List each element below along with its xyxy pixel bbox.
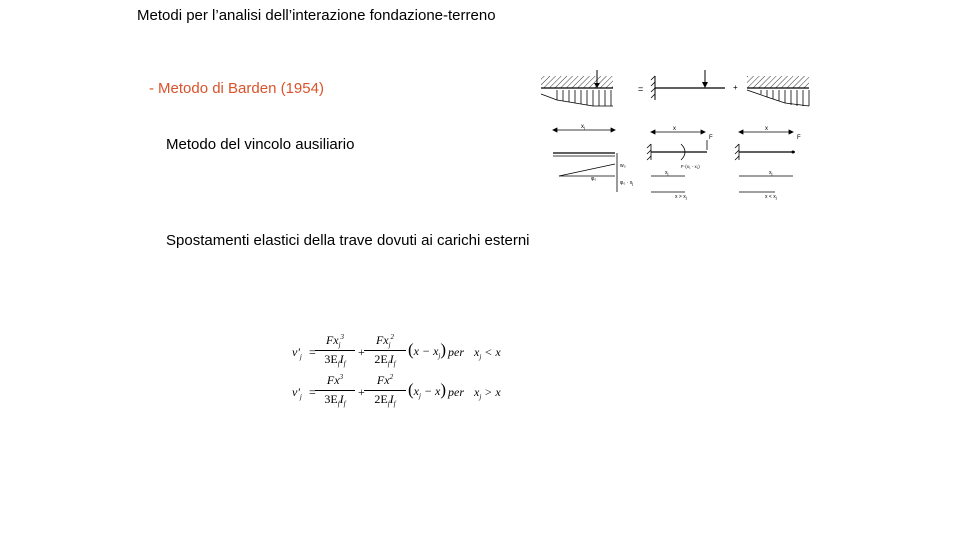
method-heading: [149, 80, 324, 97]
method-label: Metodo di Barden (1954): [158, 80, 324, 97]
label-w0: w₀: [620, 163, 626, 169]
label-f-2: F: [797, 135, 801, 141]
method-dash: -: [149, 80, 154, 97]
formula-paren-term: $(x - x_j)$: [408, 340, 447, 360]
label-x-gt-xj: $x > x_j$: [675, 194, 687, 200]
cantilever-soil-reaction: [747, 76, 809, 106]
formula-lhs: $v'_j$: [292, 345, 302, 361]
formula-per: per: [448, 385, 464, 399]
formula-condition: $x_j < x$: [474, 345, 501, 361]
label-xj-2: $x_j$: [665, 170, 669, 176]
slide-title: Metodi per l’analisi dell’interazione fondazione-terreno: [137, 7, 496, 24]
formula-equals: =: [309, 385, 316, 399]
barden-superposition-diagram: [535, 68, 815, 112]
formula-fraction-1: Fx$^3$ $3E_fI_f$: [315, 373, 355, 408]
cantilever-panel-2: [735, 130, 795, 192]
cantilever-point-load: [651, 70, 725, 100]
auxiliary-constraint-label: Metodo del vincolo ausiliario: [166, 136, 355, 153]
formula-equals: =: [309, 345, 316, 359]
formula-fraction-2: $Fx_j^2$ $2E_fI_f$: [364, 333, 406, 368]
formula-condition: $x_j > x$: [474, 385, 501, 401]
formula-paren-term: $(x_j - x)$: [408, 380, 447, 400]
auxiliary-constraint-diagram: [545, 120, 815, 200]
label-xj-3: $x_j$: [769, 170, 773, 176]
formula-fraction-1: $Fx_j^3$ $3E_fI_f$: [315, 333, 355, 368]
formula-row-2: [292, 373, 552, 409]
beam-on-soil: [541, 70, 613, 106]
cantilever-panel-1: [647, 130, 707, 192]
rotation-panel: [553, 128, 617, 192]
elastic-displacement-label: Spostamenti elastici della trave dovuti ai carichi esterni: [166, 232, 530, 249]
load-point: [792, 151, 795, 154]
formula-per: per: [448, 345, 464, 359]
formula-plus: +: [358, 345, 365, 359]
formula-plus: +: [358, 385, 365, 399]
label-phi0: φ₀: [591, 176, 597, 182]
formula-lhs: $v'_j$: [292, 385, 302, 401]
label-f-1: F: [709, 135, 713, 141]
label-xj-1: xj: [581, 124, 585, 130]
diagram-plus-sign: +: [733, 83, 738, 92]
label-mid-eq: F·(x₁ - x₁): [681, 164, 700, 169]
formula-fraction-2: Fx$^2$ $2E_fI_f$: [364, 373, 406, 408]
label-x-1: x: [673, 126, 676, 132]
label-x-lt-xj: $x < x_j$: [765, 194, 777, 200]
diagram-eq-sign: =: [638, 84, 644, 94]
label-phi-xj: $\varphi_0 \cdot x_j$: [620, 180, 634, 186]
formula-row-1: [292, 333, 552, 369]
label-x-2: x: [765, 126, 768, 132]
